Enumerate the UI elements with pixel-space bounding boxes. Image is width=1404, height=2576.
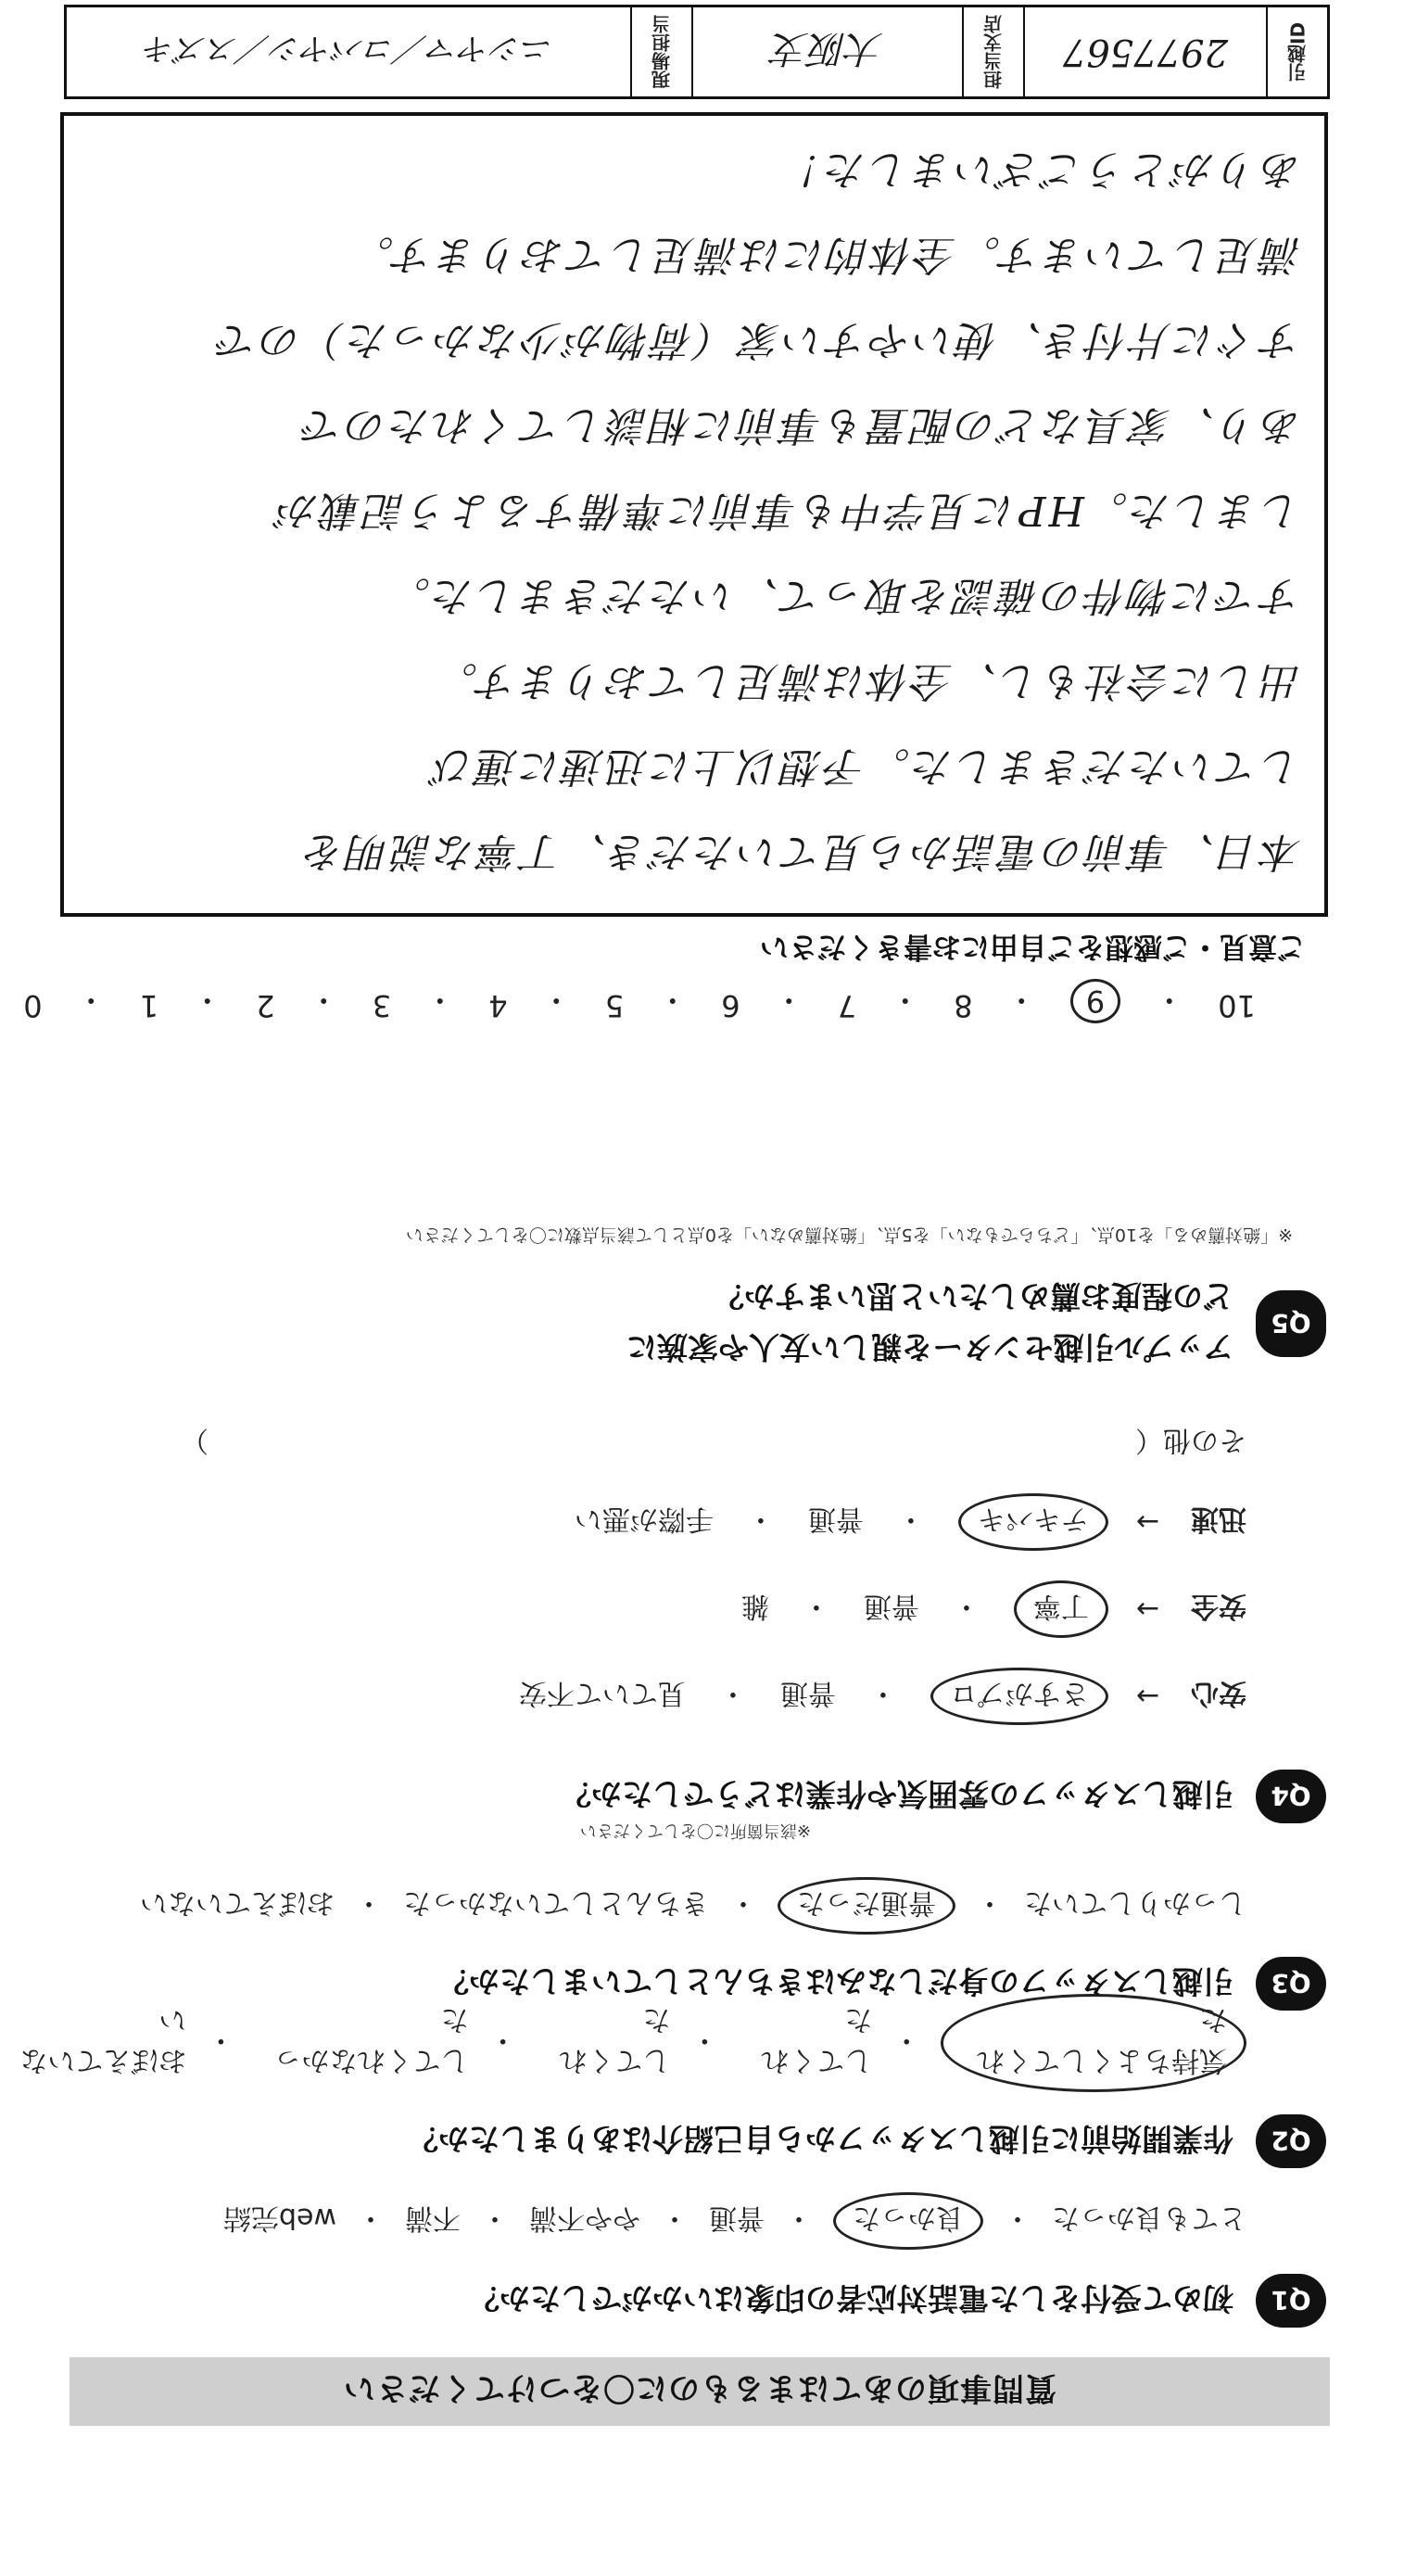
comment-line: しました。HPに見学中も事前に準備するよう記載が xyxy=(275,487,1302,534)
q4-option[interactable]: 普通 xyxy=(807,1503,864,1535)
scale-separator: ・ xyxy=(1006,983,1037,1018)
q3-option[interactable]: きちんとしていなかった xyxy=(403,1886,709,1919)
staff-value: ニシヤマ／コバヤシ／スズキ xyxy=(144,30,553,68)
q4-text: 引越しスタッフの雰囲気や作業はどうでしたか？ xyxy=(561,1776,1233,1813)
q2-options: 気持ちよくしてくれた ・ してくれた ・ してくれた ・ してくれなかった ・ おぼえていない xyxy=(0,1994,1246,2092)
comment-line: していただきました。予想以上に迅速に運び xyxy=(431,742,1302,790)
q3-badge: Q3 xyxy=(1256,1957,1326,2011)
scale-option-selected[interactable]: 9 xyxy=(1070,979,1120,1023)
q1-option[interactable]: 普通 xyxy=(709,2202,765,2234)
q4-badge: Q4 xyxy=(1256,1770,1326,1823)
scale-option[interactable]: 5 xyxy=(604,988,625,1023)
q1-option-selected[interactable]: 良かった xyxy=(833,2192,983,2250)
q4-row-label: 安全 xyxy=(1191,1590,1246,1622)
q4-option[interactable]: 手際が悪い xyxy=(574,1503,714,1535)
scale-option[interactable]: 0 xyxy=(23,988,43,1023)
scale-separator: ・ xyxy=(1154,983,1184,1018)
q5-note: ※「絶対薦める」を10点、「どちらでもない」を5点、「絶対薦めない」を0点として該当点数に〇をしてください xyxy=(405,1225,1293,1245)
scale-option[interactable]: 4 xyxy=(488,988,508,1023)
q4-other xyxy=(42,1423,1246,1464)
branch-label: 担当支店 xyxy=(962,7,1023,96)
q4-option[interactable]: 普通 xyxy=(863,1590,919,1622)
comment-box xyxy=(60,112,1328,963)
scale-option[interactable]: 2 xyxy=(256,988,275,1023)
scale-option[interactable]: 3 xyxy=(372,988,392,1023)
q2-option[interactable]: してくれた xyxy=(559,2003,671,2076)
q3-text: 引越しスタッフの身だしなみはきちんとしていましたか？ xyxy=(438,1963,1233,2000)
q1-option[interactable]: 不満 xyxy=(405,2202,461,2234)
q4-option-selected[interactable]: テキパキ xyxy=(958,1493,1108,1551)
q3-options: しっかりしていた ・ 普通だった ・ きちんとしていなかった ・ おぼえていない xyxy=(140,1877,1246,1935)
branch-value: 大阪支 xyxy=(691,7,962,96)
q2-text: 作業開始前に引越しスタッフから自己紹介はありましたか？ xyxy=(408,2121,1233,2158)
q4-row-label: 迅速 xyxy=(1191,1503,1246,1535)
q4-option-selected[interactable]: 丁寧 xyxy=(1014,1580,1108,1638)
q2-option[interactable]: してくれなかった xyxy=(273,2003,469,2076)
question-1 xyxy=(469,2274,1326,2328)
scale-option[interactable]: 10 xyxy=(1218,988,1256,1023)
staff-label: 現場担当 xyxy=(630,7,691,96)
question-5 xyxy=(626,1276,1326,1371)
q4-option-selected[interactable]: さすがプロ xyxy=(930,1668,1108,1725)
q2-option[interactable]: おぼえていない xyxy=(19,2003,187,2076)
q4-option[interactable]: 普通 xyxy=(779,1677,836,1709)
q5-badge: Q5 xyxy=(1256,1290,1326,1357)
comment-line: すぐに片付き、使いやすい家（荷物が少なかった）ので xyxy=(214,316,1302,363)
comment-line: あり、家具などの配置も事前に相談してくれたので xyxy=(300,401,1302,449)
id-label: 引越ID xyxy=(1266,7,1327,96)
scale-option[interactable]: 8 xyxy=(954,988,973,1023)
q1-badge: Q1 xyxy=(1256,2274,1326,2328)
q2-option-selected[interactable]: 気持ちよくしてくれた xyxy=(941,1994,1246,2092)
scale-separator: ・ xyxy=(424,983,455,1018)
recommend-scale xyxy=(23,979,1256,1023)
q4-row-anshin: 安心 → さすがプロ ・ 普通 ・ 見ていて不安 xyxy=(519,1668,1246,1725)
q1-option[interactable]: とても良かった xyxy=(1052,2202,1246,2234)
comment-title: ご意見・ご感想をご自由にお書きください xyxy=(760,930,1306,963)
scale-separator: ・ xyxy=(774,983,804,1018)
q4-row-jinsoku: 迅速 → テキパキ ・ 普通 ・ 手際が悪い xyxy=(575,1493,1246,1551)
q3-option[interactable]: しっかりしていた xyxy=(1024,1886,1246,1919)
meta-table xyxy=(64,5,1330,99)
q2-badge: Q2 xyxy=(1256,2114,1326,2168)
scale-separator: ・ xyxy=(890,983,920,1018)
scale-option[interactable]: 6 xyxy=(721,988,740,1023)
id-value: 2977567 xyxy=(1023,7,1266,96)
instruction-header: 質問事項のあてはまるものに〇をつけてください xyxy=(70,2357,1330,2426)
q1-option[interactable]: web完結 xyxy=(222,2202,336,2234)
q3-option[interactable]: おぼえていない xyxy=(140,1886,335,1919)
q4-option[interactable]: 見ていて不安 xyxy=(518,1677,686,1709)
q5-text-line2: どの程度お薦めしたいと思いますか？ xyxy=(714,1278,1233,1314)
scale-separator: ・ xyxy=(657,983,688,1018)
q4-row-anzen: 安全 → 丁寧 ・ 普通 ・ 雑 xyxy=(741,1580,1246,1638)
comment-line: 本日、事前の電話から見ていただき、丁寧な説明を xyxy=(301,828,1302,875)
question-4 xyxy=(561,1770,1326,1823)
scale-separator: ・ xyxy=(192,983,222,1018)
scale-separator: ・ xyxy=(309,983,339,1018)
q4-row-label: 安心 xyxy=(1191,1677,1246,1709)
comment-line: ありがとうございました！ xyxy=(779,146,1302,193)
comment-line: すでに物件の確認を取って、いただきました。 xyxy=(386,572,1302,619)
comment-line: 出しに会社もし、全体は満足しております。 xyxy=(434,657,1302,704)
q3-option-selected[interactable]: 普通だった xyxy=(778,1877,955,1935)
scale-option[interactable]: 1 xyxy=(139,988,159,1023)
q4-other-close: ） xyxy=(181,1424,209,1456)
scale-separator: ・ xyxy=(76,983,107,1018)
q1-options: とても良かった ・ 良かった ・ 普通 ・ やや不満 ・ 不満 ・ web完結 xyxy=(223,2192,1246,2250)
q4-option[interactable]: 雑 xyxy=(740,1590,769,1622)
q1-text: 初めて受付をした電話対応者の印象はいかがでしたか？ xyxy=(469,2280,1233,2317)
arrow-right-icon: → xyxy=(1135,1505,1159,1539)
q4-other-label: その他（ xyxy=(1135,1424,1246,1456)
question-2 xyxy=(408,2114,1326,2168)
comment-line: 満足しています。全体的には満足しております。 xyxy=(350,231,1302,278)
q4-note: ※該当箇所に〇をしてください xyxy=(579,1821,811,1840)
arrow-right-icon: → xyxy=(1135,1680,1159,1713)
q2-option[interactable]: してくれた xyxy=(761,2003,873,2076)
question-3 xyxy=(438,1957,1326,2011)
scale-option[interactable]: 7 xyxy=(837,988,857,1023)
q1-option[interactable]: やや不満 xyxy=(529,2202,640,2234)
q5-text-line1: アップル引越センターを親しい友人や家族に xyxy=(626,1329,1233,1365)
arrow-right-icon: → xyxy=(1135,1593,1159,1626)
scale-separator: ・ xyxy=(541,983,572,1018)
